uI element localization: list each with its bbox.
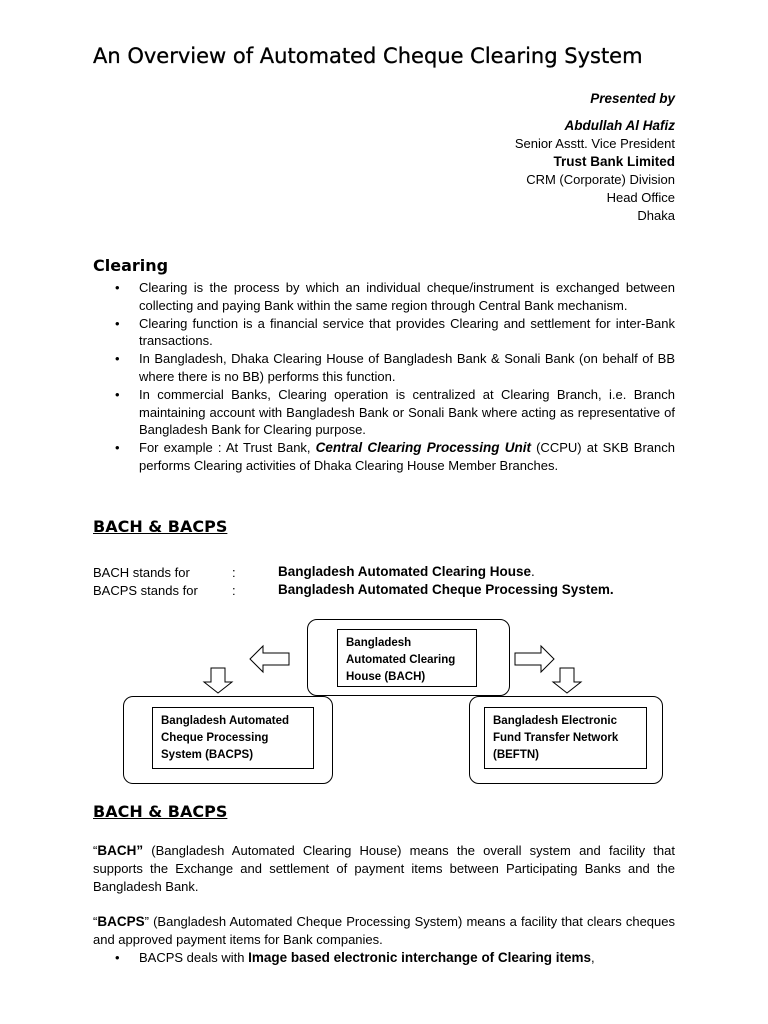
presenter-city: Dhaka xyxy=(637,208,675,223)
clearing-bullet: • In commercial Banks, Clearing operation is centralized at Clearing Branch, i.e. Branch maintaining account with Bangladesh Bank or Sonali Bank where acting as representative of Bangladesh Bank for Clearing purpose. xyxy=(93,386,675,439)
clearing-bullet-list xyxy=(93,279,675,475)
bullet-suffix: (CCPU) at SKB Branch performs Clearing activities of Dhaka Clearing House Member Branches. xyxy=(139,440,675,473)
down-arrow-icon xyxy=(553,668,581,694)
ccpu-emphasis: Central Clearing Processing Unit xyxy=(315,440,531,456)
bullet-prefix: For example : At Trust Bank, xyxy=(139,440,316,456)
right-arrow-icon xyxy=(515,646,555,672)
clearing-heading: Clearing xyxy=(93,256,169,275)
document-title: An Overview of Automated Cheque Clearing System xyxy=(93,44,643,68)
presenter-name: Abdullah Al Hafiz xyxy=(564,118,675,133)
definition-value: Bangladesh Automated Cheque Processing System. xyxy=(278,582,614,597)
bacps-bullet-list xyxy=(93,949,675,967)
presenter-designation: Senior Asstt. Vice President xyxy=(514,136,675,151)
presenter-office: Head Office xyxy=(606,190,675,205)
bacps-bullet: • BACPS deals with Image based electronic interchange of Clearing items, xyxy=(93,949,675,967)
bacps-emphasis: Image based electronic interchange of Clearing items xyxy=(248,950,591,965)
bach-heading-1: BACH & BACPS xyxy=(93,517,228,536)
clearing-bullet: • Clearing is the process by which an individual cheque/instrument is exchanged between collecting and paying Bank within the same region through Central Bank mechanism. xyxy=(93,279,675,315)
bach-box: Bangladesh Automated Clearing House (BACH) xyxy=(337,629,477,687)
bach-definition-paragraph: “BACH” (Bangladesh Automated Clearing House) means the overall system and facility that supports the Exchange and settlement of payment items between Participating Banks and the Bangladesh Bank. xyxy=(93,843,675,894)
definition-value: Bangladesh Automated Clearing House. xyxy=(278,564,535,579)
clearing-bullet: • Clearing function is a financial service that provides Clearing and settlement for inter-Bank transactions. xyxy=(93,315,675,351)
presenter-block xyxy=(515,90,675,225)
bach-heading-2: BACH & BACPS xyxy=(93,802,228,821)
definition-label: BACPS stands for xyxy=(93,583,198,598)
presenter-bank: Trust Bank Limited xyxy=(553,154,675,169)
bacps-term: BACPS xyxy=(97,914,145,929)
left-arrow-icon xyxy=(250,646,290,672)
definition-colon: : xyxy=(232,565,236,580)
bacps-box: Bangladesh Automated Cheque Processing System (BACPS) xyxy=(152,707,314,769)
clearing-bullet xyxy=(93,439,675,475)
definition-colon: : xyxy=(232,583,236,598)
definition-label: BACH stands for xyxy=(93,565,190,580)
beftn-box: Bangladesh Electronic Fund Transfer Network (BEFTN) xyxy=(484,707,647,769)
bach-term: BACH” xyxy=(97,843,144,858)
down-arrow-icon xyxy=(204,668,232,694)
presented-by-label: Presented by xyxy=(590,91,675,106)
presenter-division: CRM (Corporate) Division xyxy=(526,172,675,187)
clearing-bullet: • In Bangladesh, Dhaka Clearing House of Bangladesh Bank & Sonali Bank (on behalf of BB where there is no BB) performs this function. xyxy=(93,350,675,386)
bacps-definition-paragraph: “BACPS” (Bangladesh Automated Cheque Processing System) means a facility that clears cheques and approved payment items for Bank companies. xyxy=(93,914,675,947)
